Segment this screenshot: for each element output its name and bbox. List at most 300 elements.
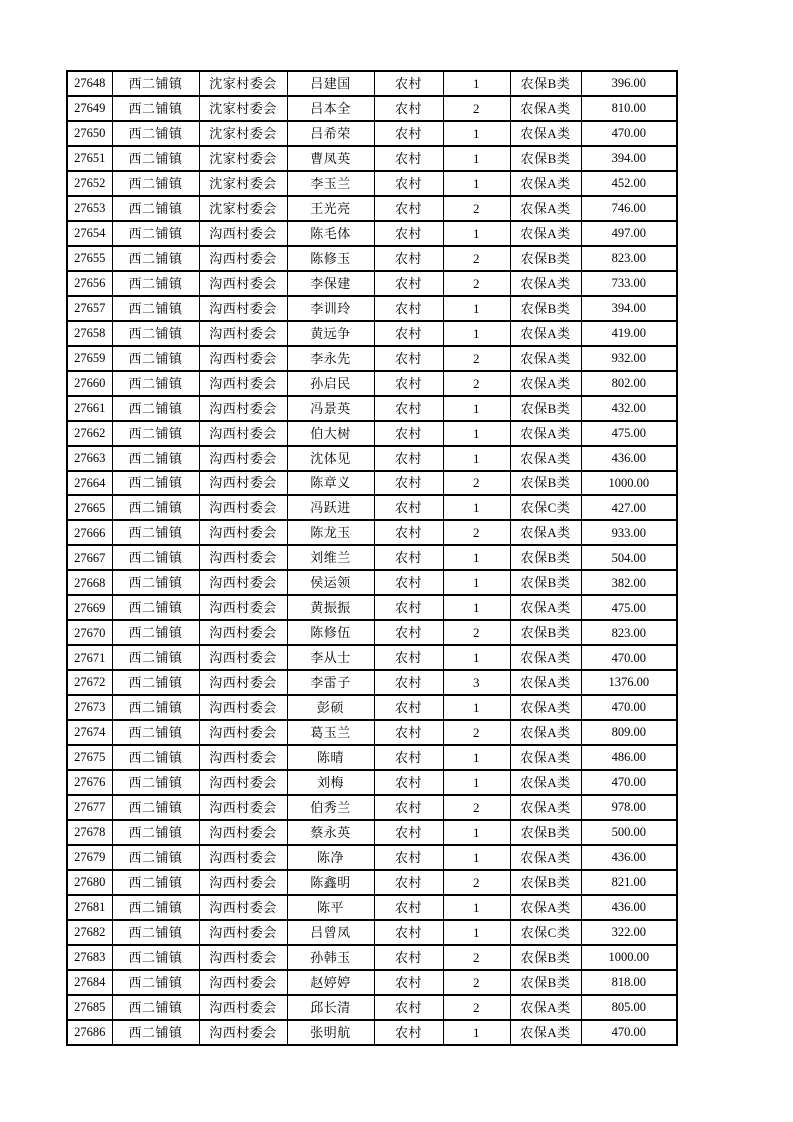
cell-category: 农保B类 bbox=[510, 620, 581, 645]
cell-category: 农保A类 bbox=[510, 745, 581, 770]
cell-id: 27655 bbox=[67, 246, 112, 271]
cell-count: 1 bbox=[443, 221, 510, 246]
cell-name: 李玉兰 bbox=[287, 171, 374, 196]
cell-count: 1 bbox=[443, 446, 510, 471]
cell-village: 沟西村委会 bbox=[199, 271, 287, 296]
cell-amount: 805.00 bbox=[581, 995, 677, 1020]
cell-id: 27650 bbox=[67, 121, 112, 146]
cell-type: 农村 bbox=[374, 471, 443, 496]
cell-village: 沟西村委会 bbox=[199, 471, 287, 496]
table-row bbox=[67, 795, 677, 820]
cell-amount: 394.00 bbox=[581, 146, 677, 171]
cell-village: 沟西村委会 bbox=[199, 371, 287, 396]
cell-amount: 1000.00 bbox=[581, 471, 677, 496]
cell-id: 27677 bbox=[67, 795, 112, 820]
cell-amount: 500.00 bbox=[581, 820, 677, 845]
cell-id: 27668 bbox=[67, 570, 112, 595]
table-row bbox=[67, 720, 677, 745]
cell-town: 西二铺镇 bbox=[112, 146, 199, 171]
cell-name: 吕希荣 bbox=[287, 121, 374, 146]
cell-town: 西二铺镇 bbox=[112, 121, 199, 146]
cell-type: 农村 bbox=[374, 945, 443, 970]
cell-type: 农村 bbox=[374, 321, 443, 346]
cell-name: 王光亮 bbox=[287, 196, 374, 221]
cell-name: 黄远争 bbox=[287, 321, 374, 346]
cell-type: 农村 bbox=[374, 121, 443, 146]
table-row bbox=[67, 346, 677, 371]
table-row bbox=[67, 371, 677, 396]
table-row bbox=[67, 995, 677, 1020]
cell-name: 陈净 bbox=[287, 845, 374, 870]
cell-count: 1 bbox=[443, 920, 510, 945]
cell-amount: 475.00 bbox=[581, 421, 677, 446]
cell-amount: 733.00 bbox=[581, 271, 677, 296]
pension-roster-table bbox=[66, 70, 678, 1046]
cell-count: 2 bbox=[443, 945, 510, 970]
cell-town: 西二铺镇 bbox=[112, 471, 199, 496]
cell-amount: 427.00 bbox=[581, 495, 677, 520]
cell-name: 孙韩玉 bbox=[287, 945, 374, 970]
cell-amount: 394.00 bbox=[581, 296, 677, 321]
cell-name: 赵婷婷 bbox=[287, 970, 374, 995]
cell-village: 沟西村委会 bbox=[199, 570, 287, 595]
cell-type: 农村 bbox=[374, 695, 443, 720]
cell-id: 27663 bbox=[67, 446, 112, 471]
cell-count: 2 bbox=[443, 620, 510, 645]
cell-amount: 818.00 bbox=[581, 970, 677, 995]
cell-town: 西二铺镇 bbox=[112, 396, 199, 421]
cell-town: 西二铺镇 bbox=[112, 845, 199, 870]
cell-village: 沟西村委会 bbox=[199, 321, 287, 346]
cell-village: 沟西村委会 bbox=[199, 645, 287, 670]
cell-town: 西二铺镇 bbox=[112, 620, 199, 645]
cell-id: 27675 bbox=[67, 745, 112, 770]
cell-town: 西二铺镇 bbox=[112, 520, 199, 545]
cell-name: 陈鑫明 bbox=[287, 870, 374, 895]
cell-town: 西二铺镇 bbox=[112, 670, 199, 695]
table-row bbox=[67, 271, 677, 296]
cell-count: 2 bbox=[443, 720, 510, 745]
cell-town: 西二铺镇 bbox=[112, 745, 199, 770]
cell-town: 西二铺镇 bbox=[112, 895, 199, 920]
cell-name: 李训玲 bbox=[287, 296, 374, 321]
cell-amount: 470.00 bbox=[581, 645, 677, 670]
cell-village: 沟西村委会 bbox=[199, 820, 287, 845]
cell-village: 沟西村委会 bbox=[199, 620, 287, 645]
cell-count: 1 bbox=[443, 171, 510, 196]
cell-town: 西二铺镇 bbox=[112, 246, 199, 271]
table-row bbox=[67, 520, 677, 545]
cell-count: 2 bbox=[443, 196, 510, 221]
cell-id: 27669 bbox=[67, 595, 112, 620]
cell-type: 农村 bbox=[374, 495, 443, 520]
cell-type: 农村 bbox=[374, 146, 443, 171]
cell-village: 沟西村委会 bbox=[199, 396, 287, 421]
table-row bbox=[67, 595, 677, 620]
table-row bbox=[67, 770, 677, 795]
cell-category: 农保A类 bbox=[510, 171, 581, 196]
cell-amount: 746.00 bbox=[581, 196, 677, 221]
cell-amount: 470.00 bbox=[581, 121, 677, 146]
table-row bbox=[67, 396, 677, 421]
table-row bbox=[67, 895, 677, 920]
cell-village: 沟西村委会 bbox=[199, 421, 287, 446]
cell-category: 农保A类 bbox=[510, 795, 581, 820]
table-row bbox=[67, 96, 677, 121]
cell-name: 曹凤英 bbox=[287, 146, 374, 171]
cell-name: 李保建 bbox=[287, 271, 374, 296]
table-row bbox=[67, 745, 677, 770]
cell-name: 葛玉兰 bbox=[287, 720, 374, 745]
cell-village: 沟西村委会 bbox=[199, 845, 287, 870]
cell-type: 农村 bbox=[374, 96, 443, 121]
cell-amount: 322.00 bbox=[581, 920, 677, 945]
cell-id: 27681 bbox=[67, 895, 112, 920]
cell-count: 2 bbox=[443, 995, 510, 1020]
cell-category: 农保A类 bbox=[510, 421, 581, 446]
cell-count: 1 bbox=[443, 845, 510, 870]
cell-category: 农保A类 bbox=[510, 895, 581, 920]
cell-id: 27679 bbox=[67, 845, 112, 870]
table-row bbox=[67, 820, 677, 845]
cell-town: 西二铺镇 bbox=[112, 321, 199, 346]
cell-name: 李雷子 bbox=[287, 670, 374, 695]
cell-type: 农村 bbox=[374, 745, 443, 770]
cell-count: 1 bbox=[443, 1020, 510, 1045]
cell-type: 农村 bbox=[374, 371, 443, 396]
cell-id: 27670 bbox=[67, 620, 112, 645]
cell-name: 陈晴 bbox=[287, 745, 374, 770]
cell-category: 农保A类 bbox=[510, 96, 581, 121]
cell-category: 农保A类 bbox=[510, 221, 581, 246]
cell-count: 1 bbox=[443, 645, 510, 670]
cell-category: 农保A类 bbox=[510, 271, 581, 296]
cell-type: 农村 bbox=[374, 221, 443, 246]
cell-count: 1 bbox=[443, 495, 510, 520]
cell-village: 沟西村委会 bbox=[199, 520, 287, 545]
cell-village: 沟西村委会 bbox=[199, 346, 287, 371]
cell-id: 27665 bbox=[67, 495, 112, 520]
cell-name: 孙启民 bbox=[287, 371, 374, 396]
table-row bbox=[67, 970, 677, 995]
cell-type: 农村 bbox=[374, 346, 443, 371]
cell-name: 陈章义 bbox=[287, 471, 374, 496]
cell-town: 西二铺镇 bbox=[112, 96, 199, 121]
cell-count: 2 bbox=[443, 970, 510, 995]
cell-town: 西二铺镇 bbox=[112, 71, 199, 96]
table-row bbox=[67, 620, 677, 645]
cell-type: 农村 bbox=[374, 995, 443, 1020]
cell-name: 张明航 bbox=[287, 1020, 374, 1045]
cell-town: 西二铺镇 bbox=[112, 970, 199, 995]
cell-name: 黄振振 bbox=[287, 595, 374, 620]
cell-town: 西二铺镇 bbox=[112, 1020, 199, 1045]
table-row bbox=[67, 495, 677, 520]
cell-name: 刘梅 bbox=[287, 770, 374, 795]
cell-id: 27653 bbox=[67, 196, 112, 221]
cell-town: 西二铺镇 bbox=[112, 920, 199, 945]
cell-amount: 382.00 bbox=[581, 570, 677, 595]
cell-type: 农村 bbox=[374, 196, 443, 221]
cell-amount: 419.00 bbox=[581, 321, 677, 346]
cell-type: 农村 bbox=[374, 421, 443, 446]
cell-category: 农保B类 bbox=[510, 945, 581, 970]
table-row bbox=[67, 645, 677, 670]
cell-category: 农保B类 bbox=[510, 71, 581, 96]
cell-id: 27682 bbox=[67, 920, 112, 945]
cell-id: 27678 bbox=[67, 820, 112, 845]
cell-village: 沟西村委会 bbox=[199, 895, 287, 920]
cell-id: 27664 bbox=[67, 471, 112, 496]
table-row bbox=[67, 71, 677, 96]
table-row bbox=[67, 146, 677, 171]
cell-amount: 396.00 bbox=[581, 71, 677, 96]
cell-id: 27654 bbox=[67, 221, 112, 246]
cell-id: 27684 bbox=[67, 970, 112, 995]
cell-type: 农村 bbox=[374, 246, 443, 271]
cell-category: 农保A类 bbox=[510, 371, 581, 396]
cell-type: 农村 bbox=[374, 71, 443, 96]
cell-village: 沟西村委会 bbox=[199, 495, 287, 520]
cell-type: 农村 bbox=[374, 171, 443, 196]
table-row bbox=[67, 121, 677, 146]
cell-type: 农村 bbox=[374, 795, 443, 820]
cell-name: 伯秀兰 bbox=[287, 795, 374, 820]
cell-village: 沟西村委会 bbox=[199, 995, 287, 1020]
cell-category: 农保A类 bbox=[510, 995, 581, 1020]
cell-id: 27683 bbox=[67, 945, 112, 970]
cell-town: 西二铺镇 bbox=[112, 995, 199, 1020]
cell-name: 李永先 bbox=[287, 346, 374, 371]
cell-town: 西二铺镇 bbox=[112, 795, 199, 820]
cell-amount: 802.00 bbox=[581, 371, 677, 396]
cell-type: 农村 bbox=[374, 770, 443, 795]
cell-amount: 504.00 bbox=[581, 545, 677, 570]
cell-amount: 823.00 bbox=[581, 246, 677, 271]
cell-type: 农村 bbox=[374, 271, 443, 296]
cell-id: 27685 bbox=[67, 995, 112, 1020]
cell-village: 沟西村委会 bbox=[199, 246, 287, 271]
cell-count: 2 bbox=[443, 870, 510, 895]
cell-count: 2 bbox=[443, 471, 510, 496]
cell-count: 1 bbox=[443, 820, 510, 845]
cell-category: 农保A类 bbox=[510, 695, 581, 720]
cell-category: 农保A类 bbox=[510, 196, 581, 221]
cell-town: 西二铺镇 bbox=[112, 271, 199, 296]
cell-village: 沟西村委会 bbox=[199, 720, 287, 745]
cell-type: 农村 bbox=[374, 870, 443, 895]
cell-id: 27674 bbox=[67, 720, 112, 745]
cell-category: 农保A类 bbox=[510, 346, 581, 371]
cell-type: 农村 bbox=[374, 545, 443, 570]
table-row bbox=[67, 1020, 677, 1045]
cell-type: 农村 bbox=[374, 446, 443, 471]
cell-id: 27652 bbox=[67, 171, 112, 196]
cell-category: 农保A类 bbox=[510, 670, 581, 695]
cell-amount: 821.00 bbox=[581, 870, 677, 895]
cell-village: 沟西村委会 bbox=[199, 595, 287, 620]
cell-amount: 436.00 bbox=[581, 845, 677, 870]
cell-village: 沟西村委会 bbox=[199, 970, 287, 995]
cell-village: 沟西村委会 bbox=[199, 296, 287, 321]
cell-id: 27656 bbox=[67, 271, 112, 296]
cell-village: 沟西村委会 bbox=[199, 695, 287, 720]
cell-category: 农保C类 bbox=[510, 920, 581, 945]
cell-name: 侯运领 bbox=[287, 570, 374, 595]
cell-type: 农村 bbox=[374, 970, 443, 995]
cell-count: 1 bbox=[443, 570, 510, 595]
cell-category: 农保A类 bbox=[510, 446, 581, 471]
table-row bbox=[67, 246, 677, 271]
cell-category: 农保B类 bbox=[510, 296, 581, 321]
cell-category: 农保B类 bbox=[510, 146, 581, 171]
cell-village: 沈家村委会 bbox=[199, 196, 287, 221]
cell-count: 1 bbox=[443, 396, 510, 421]
cell-count: 1 bbox=[443, 121, 510, 146]
roster-table-body bbox=[67, 71, 677, 1045]
table-row bbox=[67, 196, 677, 221]
cell-village: 沈家村委会 bbox=[199, 171, 287, 196]
cell-count: 1 bbox=[443, 770, 510, 795]
table-row bbox=[67, 570, 677, 595]
cell-village: 沟西村委会 bbox=[199, 920, 287, 945]
cell-amount: 809.00 bbox=[581, 720, 677, 745]
cell-category: 农保A类 bbox=[510, 595, 581, 620]
cell-amount: 432.00 bbox=[581, 396, 677, 421]
cell-id: 27666 bbox=[67, 520, 112, 545]
cell-town: 西二铺镇 bbox=[112, 945, 199, 970]
cell-type: 农村 bbox=[374, 1020, 443, 1045]
cell-town: 西二铺镇 bbox=[112, 296, 199, 321]
cell-town: 西二铺镇 bbox=[112, 446, 199, 471]
table-row bbox=[67, 845, 677, 870]
cell-name: 冯跃进 bbox=[287, 495, 374, 520]
cell-id: 27662 bbox=[67, 421, 112, 446]
cell-name: 吕曾凤 bbox=[287, 920, 374, 945]
cell-amount: 436.00 bbox=[581, 446, 677, 471]
cell-amount: 497.00 bbox=[581, 221, 677, 246]
cell-category: 农保B类 bbox=[510, 545, 581, 570]
cell-type: 农村 bbox=[374, 570, 443, 595]
cell-village: 沟西村委会 bbox=[199, 670, 287, 695]
cell-town: 西二铺镇 bbox=[112, 570, 199, 595]
cell-name: 陈修玉 bbox=[287, 246, 374, 271]
cell-village: 沟西村委会 bbox=[199, 870, 287, 895]
cell-count: 1 bbox=[443, 321, 510, 346]
cell-town: 西二铺镇 bbox=[112, 595, 199, 620]
cell-village: 沟西村委会 bbox=[199, 221, 287, 246]
table-row bbox=[67, 545, 677, 570]
cell-name: 邱长清 bbox=[287, 995, 374, 1020]
cell-name: 陈平 bbox=[287, 895, 374, 920]
cell-town: 西二铺镇 bbox=[112, 820, 199, 845]
cell-amount: 436.00 bbox=[581, 895, 677, 920]
cell-village: 沈家村委会 bbox=[199, 121, 287, 146]
cell-category: 农保A类 bbox=[510, 520, 581, 545]
cell-type: 农村 bbox=[374, 670, 443, 695]
cell-count: 1 bbox=[443, 71, 510, 96]
cell-town: 西二铺镇 bbox=[112, 645, 199, 670]
cell-count: 1 bbox=[443, 595, 510, 620]
cell-town: 西二铺镇 bbox=[112, 695, 199, 720]
cell-amount: 486.00 bbox=[581, 745, 677, 770]
cell-name: 李从士 bbox=[287, 645, 374, 670]
cell-village: 沈家村委会 bbox=[199, 96, 287, 121]
cell-category: 农保B类 bbox=[510, 820, 581, 845]
cell-count: 2 bbox=[443, 271, 510, 296]
cell-name: 刘维兰 bbox=[287, 545, 374, 570]
table-row bbox=[67, 471, 677, 496]
cell-town: 西二铺镇 bbox=[112, 171, 199, 196]
cell-name: 陈龙玉 bbox=[287, 520, 374, 545]
cell-count: 1 bbox=[443, 545, 510, 570]
cell-category: 农保A类 bbox=[510, 770, 581, 795]
cell-category: 农保A类 bbox=[510, 321, 581, 346]
cell-category: 农保B类 bbox=[510, 396, 581, 421]
cell-village: 沟西村委会 bbox=[199, 545, 287, 570]
cell-id: 27649 bbox=[67, 96, 112, 121]
cell-type: 农村 bbox=[374, 296, 443, 321]
table-row bbox=[67, 321, 677, 346]
cell-town: 西二铺镇 bbox=[112, 196, 199, 221]
table-row bbox=[67, 421, 677, 446]
cell-category: 农保B类 bbox=[510, 870, 581, 895]
cell-name: 吕建国 bbox=[287, 71, 374, 96]
cell-town: 西二铺镇 bbox=[112, 221, 199, 246]
cell-id: 27671 bbox=[67, 645, 112, 670]
cell-name: 蔡永英 bbox=[287, 820, 374, 845]
cell-type: 农村 bbox=[374, 895, 443, 920]
cell-type: 农村 bbox=[374, 520, 443, 545]
cell-count: 1 bbox=[443, 895, 510, 920]
cell-town: 西二铺镇 bbox=[112, 495, 199, 520]
cell-id: 27676 bbox=[67, 770, 112, 795]
cell-category: 农保B类 bbox=[510, 471, 581, 496]
cell-type: 农村 bbox=[374, 845, 443, 870]
table-row bbox=[67, 221, 677, 246]
cell-name: 彭硕 bbox=[287, 695, 374, 720]
cell-amount: 823.00 bbox=[581, 620, 677, 645]
cell-id: 27659 bbox=[67, 346, 112, 371]
cell-village: 沈家村委会 bbox=[199, 146, 287, 171]
cell-type: 农村 bbox=[374, 396, 443, 421]
cell-count: 3 bbox=[443, 670, 510, 695]
cell-amount: 470.00 bbox=[581, 1020, 677, 1045]
cell-amount: 810.00 bbox=[581, 96, 677, 121]
cell-category: 农保A类 bbox=[510, 645, 581, 670]
cell-town: 西二铺镇 bbox=[112, 346, 199, 371]
cell-village: 沟西村委会 bbox=[199, 446, 287, 471]
table-row bbox=[67, 695, 677, 720]
cell-town: 西二铺镇 bbox=[112, 371, 199, 396]
cell-id: 27658 bbox=[67, 321, 112, 346]
cell-type: 农村 bbox=[374, 820, 443, 845]
cell-category: 农保A类 bbox=[510, 720, 581, 745]
cell-id: 27680 bbox=[67, 870, 112, 895]
cell-village: 沟西村委会 bbox=[199, 1020, 287, 1045]
table-row bbox=[67, 870, 677, 895]
cell-category: 农保B类 bbox=[510, 246, 581, 271]
cell-id: 27648 bbox=[67, 71, 112, 96]
cell-name: 陈毛体 bbox=[287, 221, 374, 246]
cell-count: 2 bbox=[443, 246, 510, 271]
cell-count: 2 bbox=[443, 346, 510, 371]
cell-name: 冯景英 bbox=[287, 396, 374, 421]
cell-id: 27673 bbox=[67, 695, 112, 720]
cell-id: 27667 bbox=[67, 545, 112, 570]
table-row bbox=[67, 945, 677, 970]
cell-type: 农村 bbox=[374, 920, 443, 945]
